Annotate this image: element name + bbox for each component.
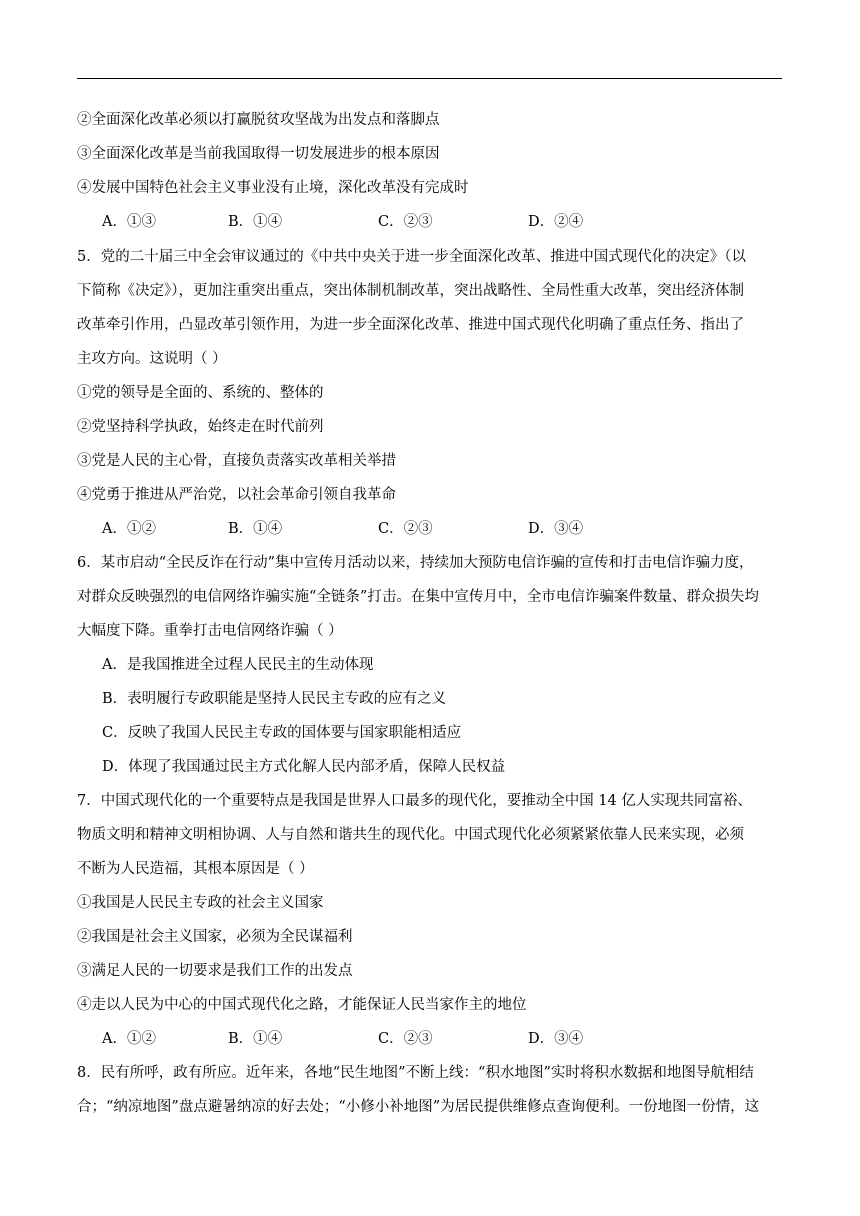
q5-item-3: ③党是人民的主心骨，直接负责落实改革相关举措 [77,453,396,469]
q6-option-b[interactable]: B．表明履行专政职能是坚持人民民主专政的应有之义 [102,691,447,707]
q5-stem-line: 下简称《决定》），更加注重突出重点，突出体制机制改革，突出战略性、全局性重大改革，突出经济体制 [77,283,744,299]
q7-item-2: ②我国是社会主义国家，必须为全民谋福利 [77,929,353,945]
q5-stem-line: 5．党的二十届三中全会审议通过的《中共中央关于进一步全面深化改革、推进中国式现代化的决定》（以 [77,249,746,265]
q4-option-c[interactable]: C．②③ [378,214,433,230]
q6-option-c[interactable]: C．反映了我国人民民主专政的国体要与国家职能相适应 [102,725,462,741]
q5-item-2: ②党坚持科学执政，始终走在时代前列 [77,419,324,435]
q4-option-d[interactable]: D．②④ [528,214,584,230]
q7-option-b[interactable]: B．①④ [228,1031,283,1047]
q7-option-a[interactable]: A．①② [102,1031,156,1047]
q5-option-d[interactable]: D．③④ [528,521,584,537]
q8-stem-line: 8．民有所呼，政有所应。近年来，各地“民生地图”不断上线：“积水地图”实时将积水数据和地图导航相结 [77,1065,754,1081]
q4-item-3: ③全面深化改革是当前我国取得一切发展进步的根本原因 [77,146,440,162]
q6-option-a[interactable]: A．是我国推进全过程人民民主的生动体现 [102,657,374,673]
q7-option-d[interactable]: D．③④ [528,1031,584,1047]
q7-option-c[interactable]: C．②③ [378,1031,433,1047]
q6-stem-line: 大幅度下降。重拳打击电信网络诈骗（ ） [77,623,343,639]
q5-option-a[interactable]: A．①② [102,521,156,537]
q4-option-a[interactable]: A．①③ [102,214,156,230]
q4-item-2: ②全面深化改革必须以打赢脱贫攻坚战为出发点和落脚点 [77,112,440,128]
q5-option-b[interactable]: B．①④ [228,521,283,537]
header-rule [77,78,782,79]
q6-stem-line: 对群众反映强烈的电信网络诈骗实施“全链条”打击。在集中宣传月中，全市电信诈骗案件数量、群众损失均 [77,589,759,605]
q5-item-4: ④党勇于推进从严治党，以社会革命引领自我革命 [77,487,396,503]
q6-option-d[interactable]: D．体现了我国通过民主方式化解人民内部矛盾，保障人民权益 [102,759,506,775]
q5-stem-line: 主攻方向。这说明（ ） [77,351,227,367]
q4-option-b[interactable]: B．①④ [228,214,283,230]
q7-item-4: ④走以人民为中心的中国式现代化之路，才能保证人民当家作主的地位 [77,997,527,1013]
q5-stem-line: 改革牵引作用，凸显改革引领作用，为进一步全面深化改革、推进中国式现代化明确了重点任务、指出了 [77,317,744,333]
q7-item-3: ③满足人民的一切要求是我们工作的出发点 [77,963,353,979]
q6-stem-line: 6．某市启动“全民反诈在行动”集中宣传月活动以来，持续加大预防电信诈骗的宣传和打击电信诈骗力度， [77,555,754,571]
q7-item-1: ①我国是人民民主专政的社会主义国家 [77,895,324,911]
q5-item-1: ①党的领导是全面的、系统的、整体的 [77,385,324,401]
q7-stem-line: 不断为人民造福，其根本原因是（ ） [77,861,314,877]
q4-item-4: ④发展中国特色社会主义事业没有止境，深化改革没有完成时 [77,180,469,196]
q7-stem-line: 物质文明和精神文明相协调、人与自然和谐共生的现代化。中国式现代化必须紧紧依靠人民来实现，必须 [77,827,744,843]
q7-stem-line: 7．中国式现代化的一个重要特点是我国是世界人口最多的现代化，要推动全中国 14 亿人实现共同富裕、 [77,793,752,809]
q5-option-c[interactable]: C．②③ [378,521,433,537]
q8-stem-line: 合；“纳凉地图”盘点避暑纳凉的好去处；“小修小补地图”为居民提供维修点查询便利。一份地图一份情，这 [77,1099,760,1115]
